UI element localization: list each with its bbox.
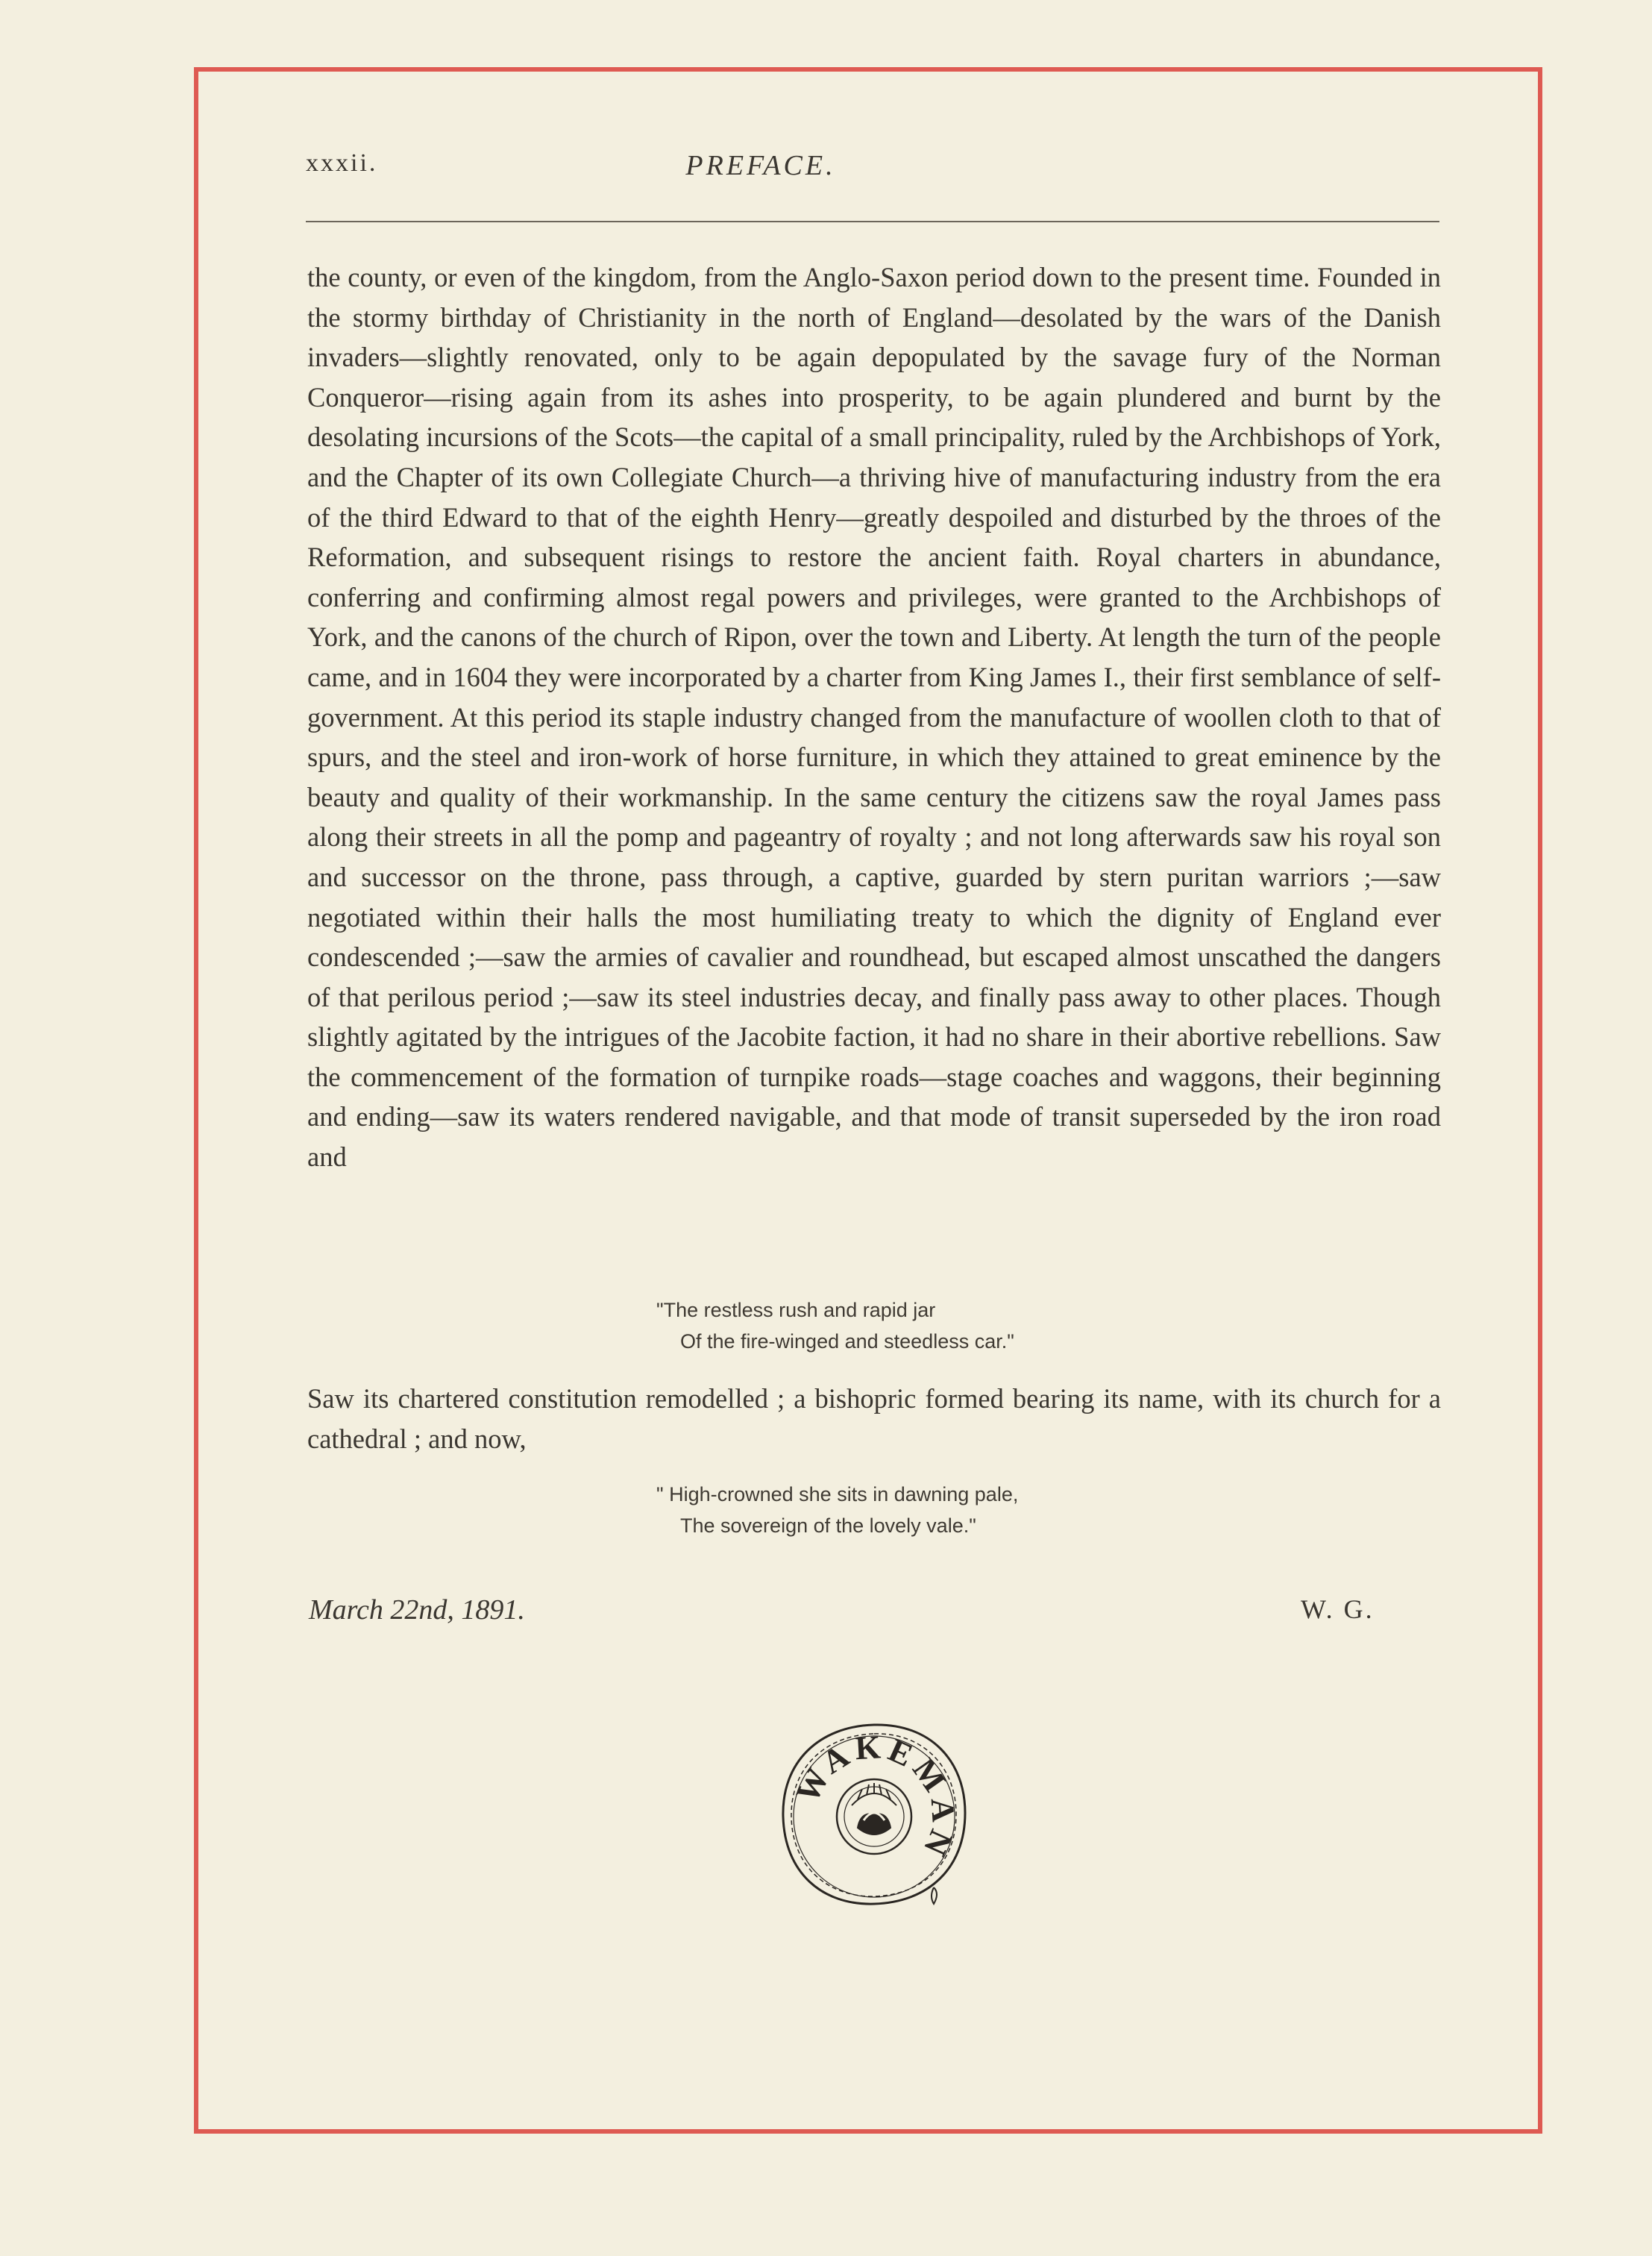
- verse-quote-2: [656, 1479, 1178, 1541]
- verse-line: " High-crowned she sits in dawning pale,: [656, 1483, 1019, 1505]
- wakeman-seal-icon: [770, 1716, 979, 1917]
- body-paragraph-1: the county, or even of the kingdom, from the Anglo-Saxon period down to the present time. Founded in the stormy birthday of Christianity in the north of England—desolated by the wars of the Danish invaders—slightly renovated, only to be again depopulated by the savage fury of the Norman Conqueror—rising again from its ashes into prosperity, to be again plundered and burnt by the desolating incursions of the Scots—the capital of a small principality, ruled by the Archbishops of York, and the Chapter of its own Collegiate Church—a thriving hive of manufacturing industry from the era of the third Edward to that of the eighth Henry—greatly despoiled and disturbed by the throes of the Reformation, and subsequent risings to restore the ancient faith. Royal charters in abundance, conferring and confirming almost regal powers and privileges, were granted to the Archbishops of York, and the canons of the church of Ripon, over the town and Liberty. At length the turn of the people came, and in 1604 they were incorporated by a charter from King James I., their first semblance of self-government. At this period its staple industry changed from the manufacture of woollen cloth to that of spurs, and the steel and iron-work of horse furniture, in which they attained to great eminence by the beauty and quality of their workmanship. In the same century the citizens saw the royal James pass along their streets in all the pomp and pageantry of royalty ; and not long afterwards saw his royal son and successor on the throne, pass through, a captive, guarded by stern puritan warriors ;—saw negotiated within their halls the most humiliating treaty to which the dignity of England ever condescended ;—saw the armies of cavalier and roundhead, but escaped almost unscathed the dangers of that perilous period ;—saw its steel industries decay, and finally pass away to other places. Though slightly agitated by the intrigues of the Jacobite faction, it had no share in their abortive rebellions. Saw the commencement of the formation of turnpike roads—stage coaches and waggons, their beginning and ending—saw its waters rendered navigable, and that mode of transit superseded by the iron road and: [307, 262, 1441, 1173]
- svg-text:WAKEMAN: WAKEMAN: [788, 1729, 962, 1865]
- verse-line: Of the fire-winged and steedless car.": [680, 1330, 1014, 1353]
- body-paragraph-2: Saw its chartered constitution remodelled ; a bishopric formed bearing its name, with its church for a cathedral ; and now,: [307, 1383, 1441, 1454]
- verse-line: The sovereign of the lovely vale.": [680, 1514, 976, 1537]
- page-number: xxxii.: [306, 149, 378, 177]
- signoff-date: March 22nd, 1891.: [309, 1594, 525, 1626]
- page-header: [306, 149, 1439, 194]
- verse-line: "The restless rush and rapid jar: [656, 1299, 936, 1321]
- running-title: PREFACE.: [685, 150, 836, 181]
- header-rule: [306, 221, 1439, 222]
- verse-quote-1: [656, 1294, 1178, 1357]
- signoff-initials: W. G.: [1301, 1594, 1375, 1624]
